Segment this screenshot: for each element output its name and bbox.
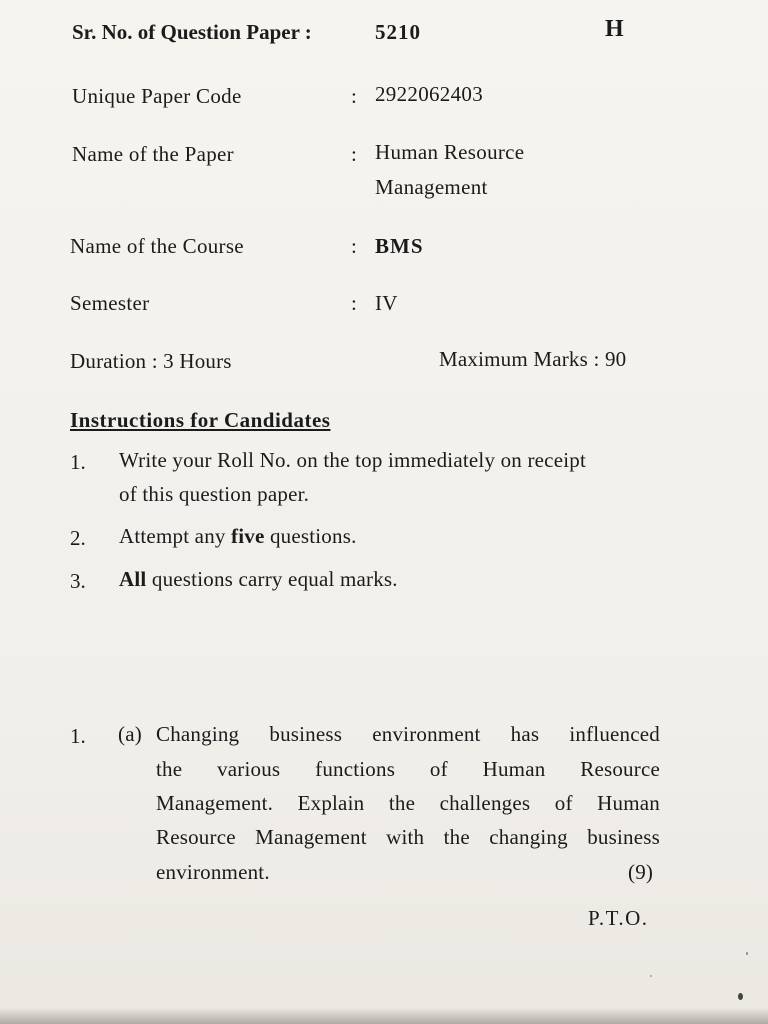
instruction-1-line2: of this question paper. bbox=[119, 482, 310, 506]
ink-speck bbox=[746, 952, 748, 955]
ink-speck bbox=[650, 975, 652, 977]
paper-code-value: 2922062403 bbox=[375, 82, 483, 106]
serial-number-value: 5210 bbox=[375, 20, 421, 44]
question-line: environment. bbox=[156, 860, 270, 884]
question-line: Management. Explain the challenges of Human bbox=[156, 791, 660, 815]
instruction-number: 1. bbox=[70, 450, 86, 474]
course-name-colon: : bbox=[351, 234, 357, 258]
instruction-3 bbox=[119, 567, 398, 592]
instruction-2-bold: five bbox=[231, 524, 265, 548]
question-line: the various functions of Human Resource bbox=[156, 757, 660, 781]
please-turn-over: P.T.O. bbox=[588, 906, 649, 930]
ink-speck bbox=[738, 993, 743, 1000]
semester-label: Semester bbox=[70, 291, 150, 315]
instruction-2 bbox=[119, 524, 357, 549]
course-name-value: BMS bbox=[375, 234, 424, 258]
paper-set-code: H bbox=[605, 16, 624, 42]
paper-name-colon: : bbox=[351, 142, 357, 166]
semester-value: IV bbox=[375, 291, 398, 315]
question-number: 1. bbox=[70, 724, 86, 748]
duration-text: Duration : 3 Hours bbox=[70, 349, 232, 373]
paper-code-label: Unique Paper Code bbox=[72, 84, 242, 108]
instruction-2-pre: Attempt any bbox=[119, 524, 232, 548]
paper-name-label: Name of the Paper bbox=[72, 142, 234, 166]
question-part-label: (a) bbox=[118, 722, 142, 746]
question-marks: (9) bbox=[628, 860, 654, 884]
course-name-label: Name of the Course bbox=[70, 234, 244, 258]
page-bottom-shadow bbox=[0, 1008, 768, 1024]
question-line: Changing business environment has influenced bbox=[156, 722, 660, 746]
instruction-number: 3. bbox=[70, 569, 86, 593]
semester-colon: : bbox=[351, 291, 357, 315]
question-line: Resource Management with the changing business bbox=[156, 825, 660, 849]
paper-name-value-line2: Management bbox=[375, 175, 488, 199]
instruction-1-line1: Write your Roll No. on the top immediately on receipt bbox=[119, 448, 586, 472]
instruction-2-post: questions. bbox=[264, 524, 357, 548]
instruction-3-post: questions carry equal marks. bbox=[146, 567, 398, 591]
paper-code-colon: : bbox=[351, 84, 357, 108]
paper-name-value-line1: Human Resource bbox=[375, 140, 525, 164]
instructions-title: Instructions for Candidates bbox=[70, 408, 331, 432]
serial-number-label: Sr. No. of Question Paper : bbox=[72, 20, 312, 44]
instruction-3-bold: All bbox=[119, 567, 147, 591]
instruction-number: 2. bbox=[70, 526, 86, 550]
maximum-marks-text: Maximum Marks : 90 bbox=[439, 347, 627, 371]
